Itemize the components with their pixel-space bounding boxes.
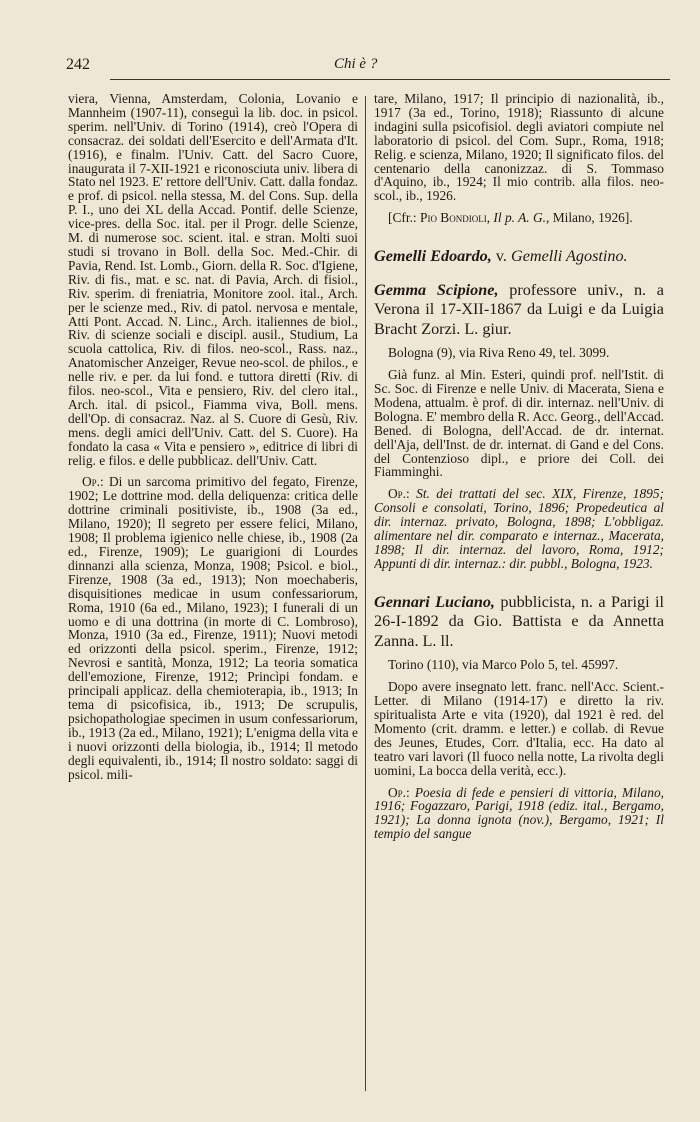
entry-works: [374, 786, 664, 842]
reference-place: Milano, 1926].: [552, 210, 633, 226]
entry-name: Gemma Scipione,: [374, 280, 499, 299]
text-columns: [68, 92, 670, 1097]
reference-note: [374, 211, 664, 225]
header-rule: [110, 79, 670, 80]
entry-biography: Già funz. al Min. Esteri, quindi prof. nell'Istit. di Sc. Soc. di Firenze e nelle Univ. di Macerata, Siena e Modena, attualm. è prof. di dir. internaz. nell'Univ. di Bologna. E' membro della R. Acc. Georg., dell'Accad. Bened. di Bologna, dell'Accad. de dr. internat. dell'Aja, dell'Inst. de dr. internat. di Gand e del Cons. del Contenzioso dipl., e priore dei Coll. dei Fiamminghi.: [374, 367, 664, 480]
entry-biography: Dopo avere insegnato lett. franc. nell'Acc. Scient.-Letter. di Milano (1914-17) e diretto la riv. spiritualista Arte e vita (1920), dal 1921 è red. del Momento (crit. dramm. e letter.) e collab. di Revue des Jeunes, Etudes, Corr. d'Italia, ecc. Ha dato al teatro vari lavori (Il fuoco nella notte, La rivolta degli uomini, La bocca della verità, ecc.).: [374, 679, 664, 778]
column-divider: [365, 96, 366, 1091]
entry-gennari-luciano: [374, 593, 664, 652]
page-number: 242: [66, 56, 90, 73]
gemelli-agostino-biography: viera, Vienna, Amsterdam, Colonia, Lovanio e Mannheim (1907-11), conseguì la lib. doc. in psicol. sperim. nell'Univ. di Torino (1914), creò l'Opera di consacraz. dei soldati dell'Esercito e dell'Armata d'It. (1916), e finalm. l'Univ. Catt. del Sacro Cuore, inaugurata il 7-XII-1921 e riconosciuta univ. libera di Stato nel 1923. E' rettore dell'Univ. Catt. dalla fondaz. e prof. di psicol. nella stessa, M. del Cons. Sup. della P. I., uno dei XL della Accad. Pontif. delle Scienze, vice-pres. della Soc. ital. per il Progr. delle Scienze, M. di numerose soc. scient. ital. e stran. Molti suoi studi si trovano in Boll. della Soc. Med.-Chir. di Pavia, Rend. Ist. Lomb., Giorn. della R. Soc. d'Igiene, Riv. di fis., mat. e sc. nat. di Pavia, Arch. di fisiol., Riv. sperim. di freniatria, Monitore zool. ital., Arch. per le scienze med., Riv. di patol. nervosa e mentale, Atti Pont. Accad. N. Linc., Arch. italiennes de biol., Riv. di scienze sociali e discipl. ausil., Studium, La scuola cattolica, Riv. di filos. neo-scol., Rass. naz., Anatomischer Anzeiger, Revue neo-scol. de philos., e nelle riv. e per. da lui fond. e tuttora diretti (Riv. di filos. neo-scol., Vita e pensiero, Riv. del clero ital., Arch. ital. di psicol., Fiamma viva, Boll. mens. dell'Op. di consacraz. Naz. al S. Cuore di Gesù, Riv. mens. degli amici dell'Univ. Catt. del S. Cuore). Ha fondato la casa « Vita e pensiero », editrice di libri di relig. e filos. e delle pubblicaz. dell'Univ. Catt.: [68, 92, 358, 468]
works-list: Poesia di fede e pensieri di vittoria, Milano, 1916; Fogazzaro, Parigi, 1918 (ediz. ital., Bergamo, 1921); La donna ignota (nov.), Bergamo, 1921; Il tempio del sangue: [374, 784, 664, 842]
gemelli-agostino-works: [68, 475, 358, 781]
entry-text: professore univ., n. a Verona il 17-XII-1867 da Luigi e da Luigia Bracht Zorzi. L. giur.: [374, 280, 664, 338]
works-label: Op.:: [388, 486, 410, 502]
entry-crossref: Gemelli Agostino.: [511, 247, 628, 266]
reference-title: Il p. A. G.,: [493, 210, 550, 226]
reference-author: Pio Bondioli,: [420, 210, 491, 226]
left-column: [68, 92, 358, 1097]
reference-prefix: [Cfr.:: [388, 210, 417, 226]
works-continuation: tare, Milano, 1917; Il principio di nazionalità, ib., 1917 (3a ed., Torino, 1918); Riassunto di alcune indagini sulla psicofisiol. degli aviatori compiute nel laboratorio di psicol. del Com. Supr., Roma, 1918; Relig. e scienza, Milano, 1920; Il significato filos. del centenario della canonizzaz. di S. Tommaso d'Aquino, ib., 1924; Il mio contrib. alla filos. neo-scol., ib., 1926.: [374, 92, 664, 204]
works-label: Op.:: [388, 784, 410, 800]
entry-name: Gemelli Edoardo,: [374, 247, 492, 266]
entry-gemma-scipione: [374, 281, 664, 340]
entry-name: Gennari Luciano,: [374, 592, 495, 611]
entry-works: [374, 487, 664, 570]
page-header: [66, 56, 670, 78]
entry-address: Torino (110), via Marco Polo 5, tel. 45997.: [388, 657, 619, 673]
entry-gemelli-edoardo: [374, 247, 664, 267]
entry-text: v.: [495, 247, 507, 266]
works-list: Di un sarcoma primitivo del fegato, Firenze, 1902; Le dottrine mod. della deliquenza: critica delle dottrine criminali positiviste, ib., 1908 (3a ed., Milano, 1920); Il segreto per essere felici, Milano, 1908; Il problema igienico nelle chiese, ib., 1908 (2a ed., Firenze, 1909); Le guarigioni di Lourdes dinnanzi alla scienza, Monza, 1908; Psicol. e biol., Firenze, 1908 (3a ed., 1913); Non moechaberis, disquisitiones medicae in usum confessariorum, Roma, 1910 (6a ed., Milano, 1923); I funerali di un uomo e di una dottrina (in morte di C. Lombroso), Monza, 1910 (3a ed., Firenze, 1911); Nuovi metodi ed orizzonti della psicol. sperim., Firenze, 1912; Nevrosi e santità, Monza, 1912; La teoria somatica dell'emozione, Firenze, 1912; Princìpi fondam. e principali applicaz. della chemioterapia, ib., 1913; In tema di psicofisica, ib., 1913; De scrupulis, psichopathologiae specimen in usum confessariorum, ib., 1913 (2a ed., Milano, 1921); L'enigma della vita e i nuovi orizzonti della biologia, ib., 1914; Il metodo degli equivalenti, ib., 1914; Il nostro soldato: saggi di psicol. mili-: [68, 474, 358, 782]
works-list: St. dei trattati del sec. XIX, Firenze, 1895; Consoli e consolati, Torino, 1896; Propedeutica al dir. internaz. privato, Bologna, 1898; L'obbligaz. alimentare nel dir. comparato e internaz., Macerata, 1898; Il dir. internaz. del lavoro, Roma, 1912; Appunti di dir. internaz.: dir. pubbl., Bologna, 1923.: [374, 486, 664, 571]
running-title: Chi è ?: [334, 56, 378, 72]
entry-text: pubblicista, n. a Parigi il 26-I-1892 da Gio. Battista e da Annetta Zanna. L. ll.: [374, 592, 664, 650]
right-column: [374, 92, 664, 1097]
entry-address: Bologna (9), via Riva Reno 49, tel. 3099.: [388, 345, 610, 361]
works-label: Op.:: [82, 474, 104, 490]
